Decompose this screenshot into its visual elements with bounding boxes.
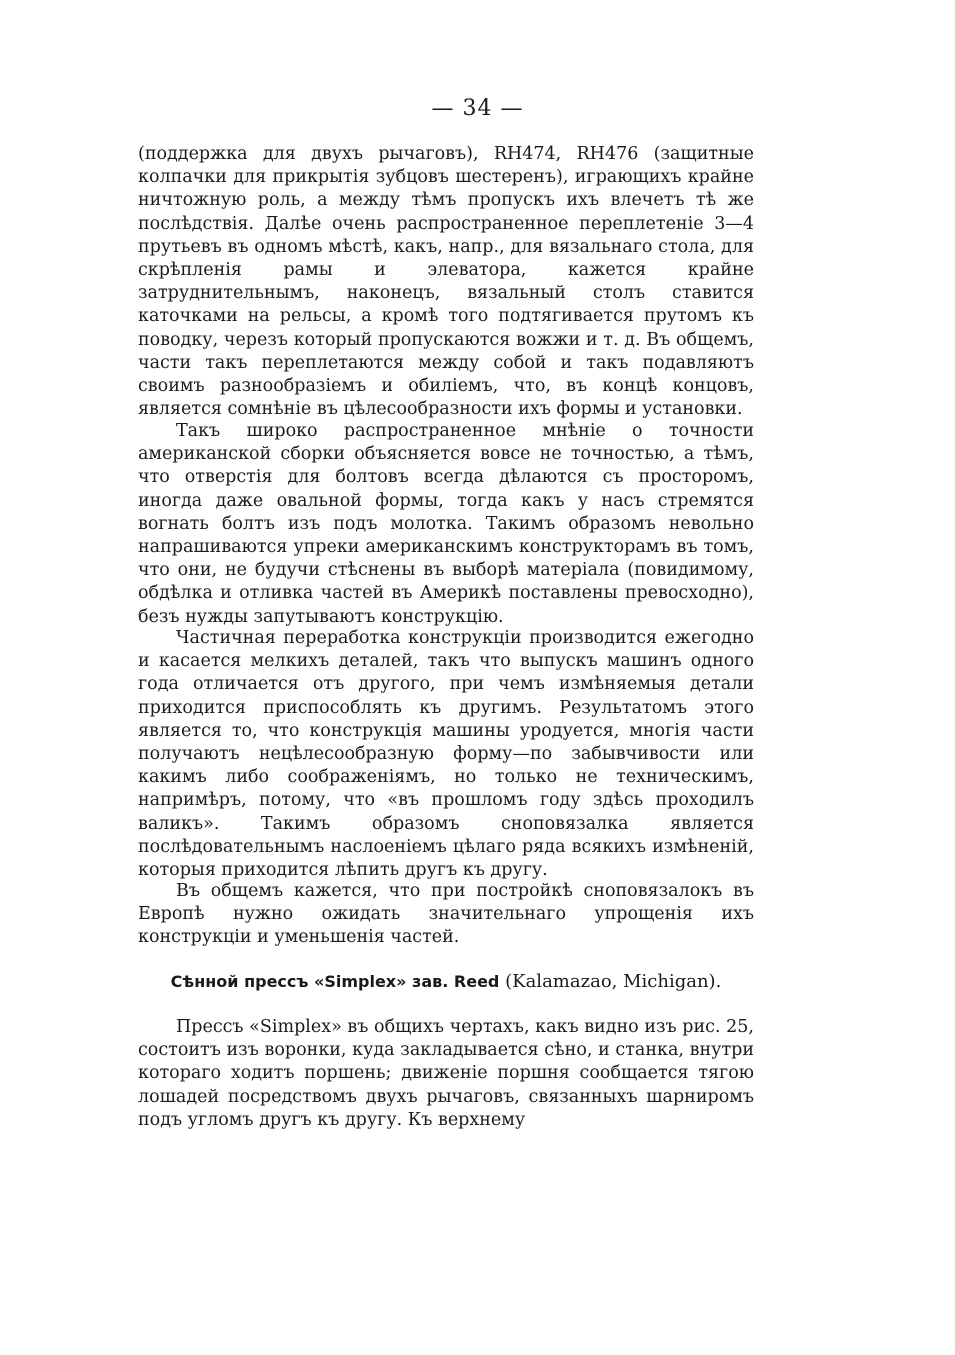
paragraph-4-text: Въ общемъ кажется, что при постройкѣ сноповязалокъ въ Европѣ нужно ожидать значительнаго упрощенія ихъ конструкціи и уменьшенія частей.: [138, 881, 754, 948]
paragraph-1: [138, 143, 754, 421]
paragraph-2-text: Такъ широко распространенное мнѣніе о точности американской сборки объясняется вовсе не точностью, а тѣмъ, что отверстія для болтовъ всегда дѣлаются съ просторомъ, иногда даже овальной формы, тогда какъ у насъ стремятся вогнать болтъ изъ подъ молотка. Такимъ образомъ невольно напрашиваются упреки американскимъ конструкторамъ въ томъ, что они, не будучи стѣснены въ выборѣ матеріала (повидимому, обдѣлка и отливка частей въ Америкѣ поставлены превосходно), безъ нужды запутываютъ конструкцію.: [138, 421, 754, 627]
paragraph-1-text: (поддержка для двухъ рычаговъ), RH474, RH476 (защитные колпачки для прикрытія зубцовъ шестеренъ), играющихъ крайне ничтожную роль, а между тѣмъ пропускъ ихъ влечетъ тѣ же послѣдствія. Далѣе очень распространенное переплетеніе 3—4 прутьевъ въ одномъ мѣстѣ, какъ, напр., для вязальнаго стола, для скрѣпленія рамы и элеватора, кажется крайне затруднительнымъ, наконецъ, вязальный столъ ставится каточками на рельсы, а кромѣ того подтягивается прутомъ къ поводку, черезъ который пропускаются вожжи и т. д. Въ общемъ, части такъ переплетаются между собой и такъ подавляютъ своимъ разнообразіемъ и обиліемъ, что, въ концѣ концовъ, является сомнѣніе въ цѣлесообразности ихъ формы и установки.: [138, 144, 754, 420]
section-heading-title: Сѣнной прессъ «Simplex» зав. Reed: [170, 972, 500, 991]
paragraph-2: [138, 420, 754, 629]
paragraph-5-text: Прессъ «Simplex» въ общихъ чертахъ, какъ видно изъ рис. 25, состоитъ изъ воронки, куда закладывается сѣно, и станка, внутри котораго ходитъ поршень; движеніе поршня сообщается тягою лошадей посредствомъ двухъ рычаговъ, связанныхъ шарниромъ подъ угломъ другъ къ другу. Къ верхнему: [138, 1017, 754, 1130]
section-heading-location: (Kalamazao, Michigan).: [505, 971, 722, 992]
page-number: — 34 —: [431, 96, 524, 121]
paragraph-5: [138, 1016, 754, 1132]
paragraph-3-text: Частичная переработка конструкціи производится ежегодно и касается мелкихъ деталей, такъ что выпускъ машинъ одного года отличается отъ другого, при чемъ измѣняемыя детали приходится приспособлять къ другимъ. Результатомъ этого является то, что конструкція машины уродуется, многія части получаютъ нецѣлесообразную форму—по забывчивости или какимъ либо соображеніямъ, но только не техническимъ, напримѣръ, потому, что «въ прошломъ году здѣсь проходилъ валикъ». Такимъ образомъ сноповязалка является послѣдовательнымъ наслоеніемъ цѣлаго ряда всякихъ измѣненій, которыя приходится лѣпить другъ къ другу.: [138, 628, 754, 881]
paragraph-4: [138, 880, 754, 950]
section-heading: [138, 970, 754, 994]
paragraph-3: [138, 627, 754, 882]
